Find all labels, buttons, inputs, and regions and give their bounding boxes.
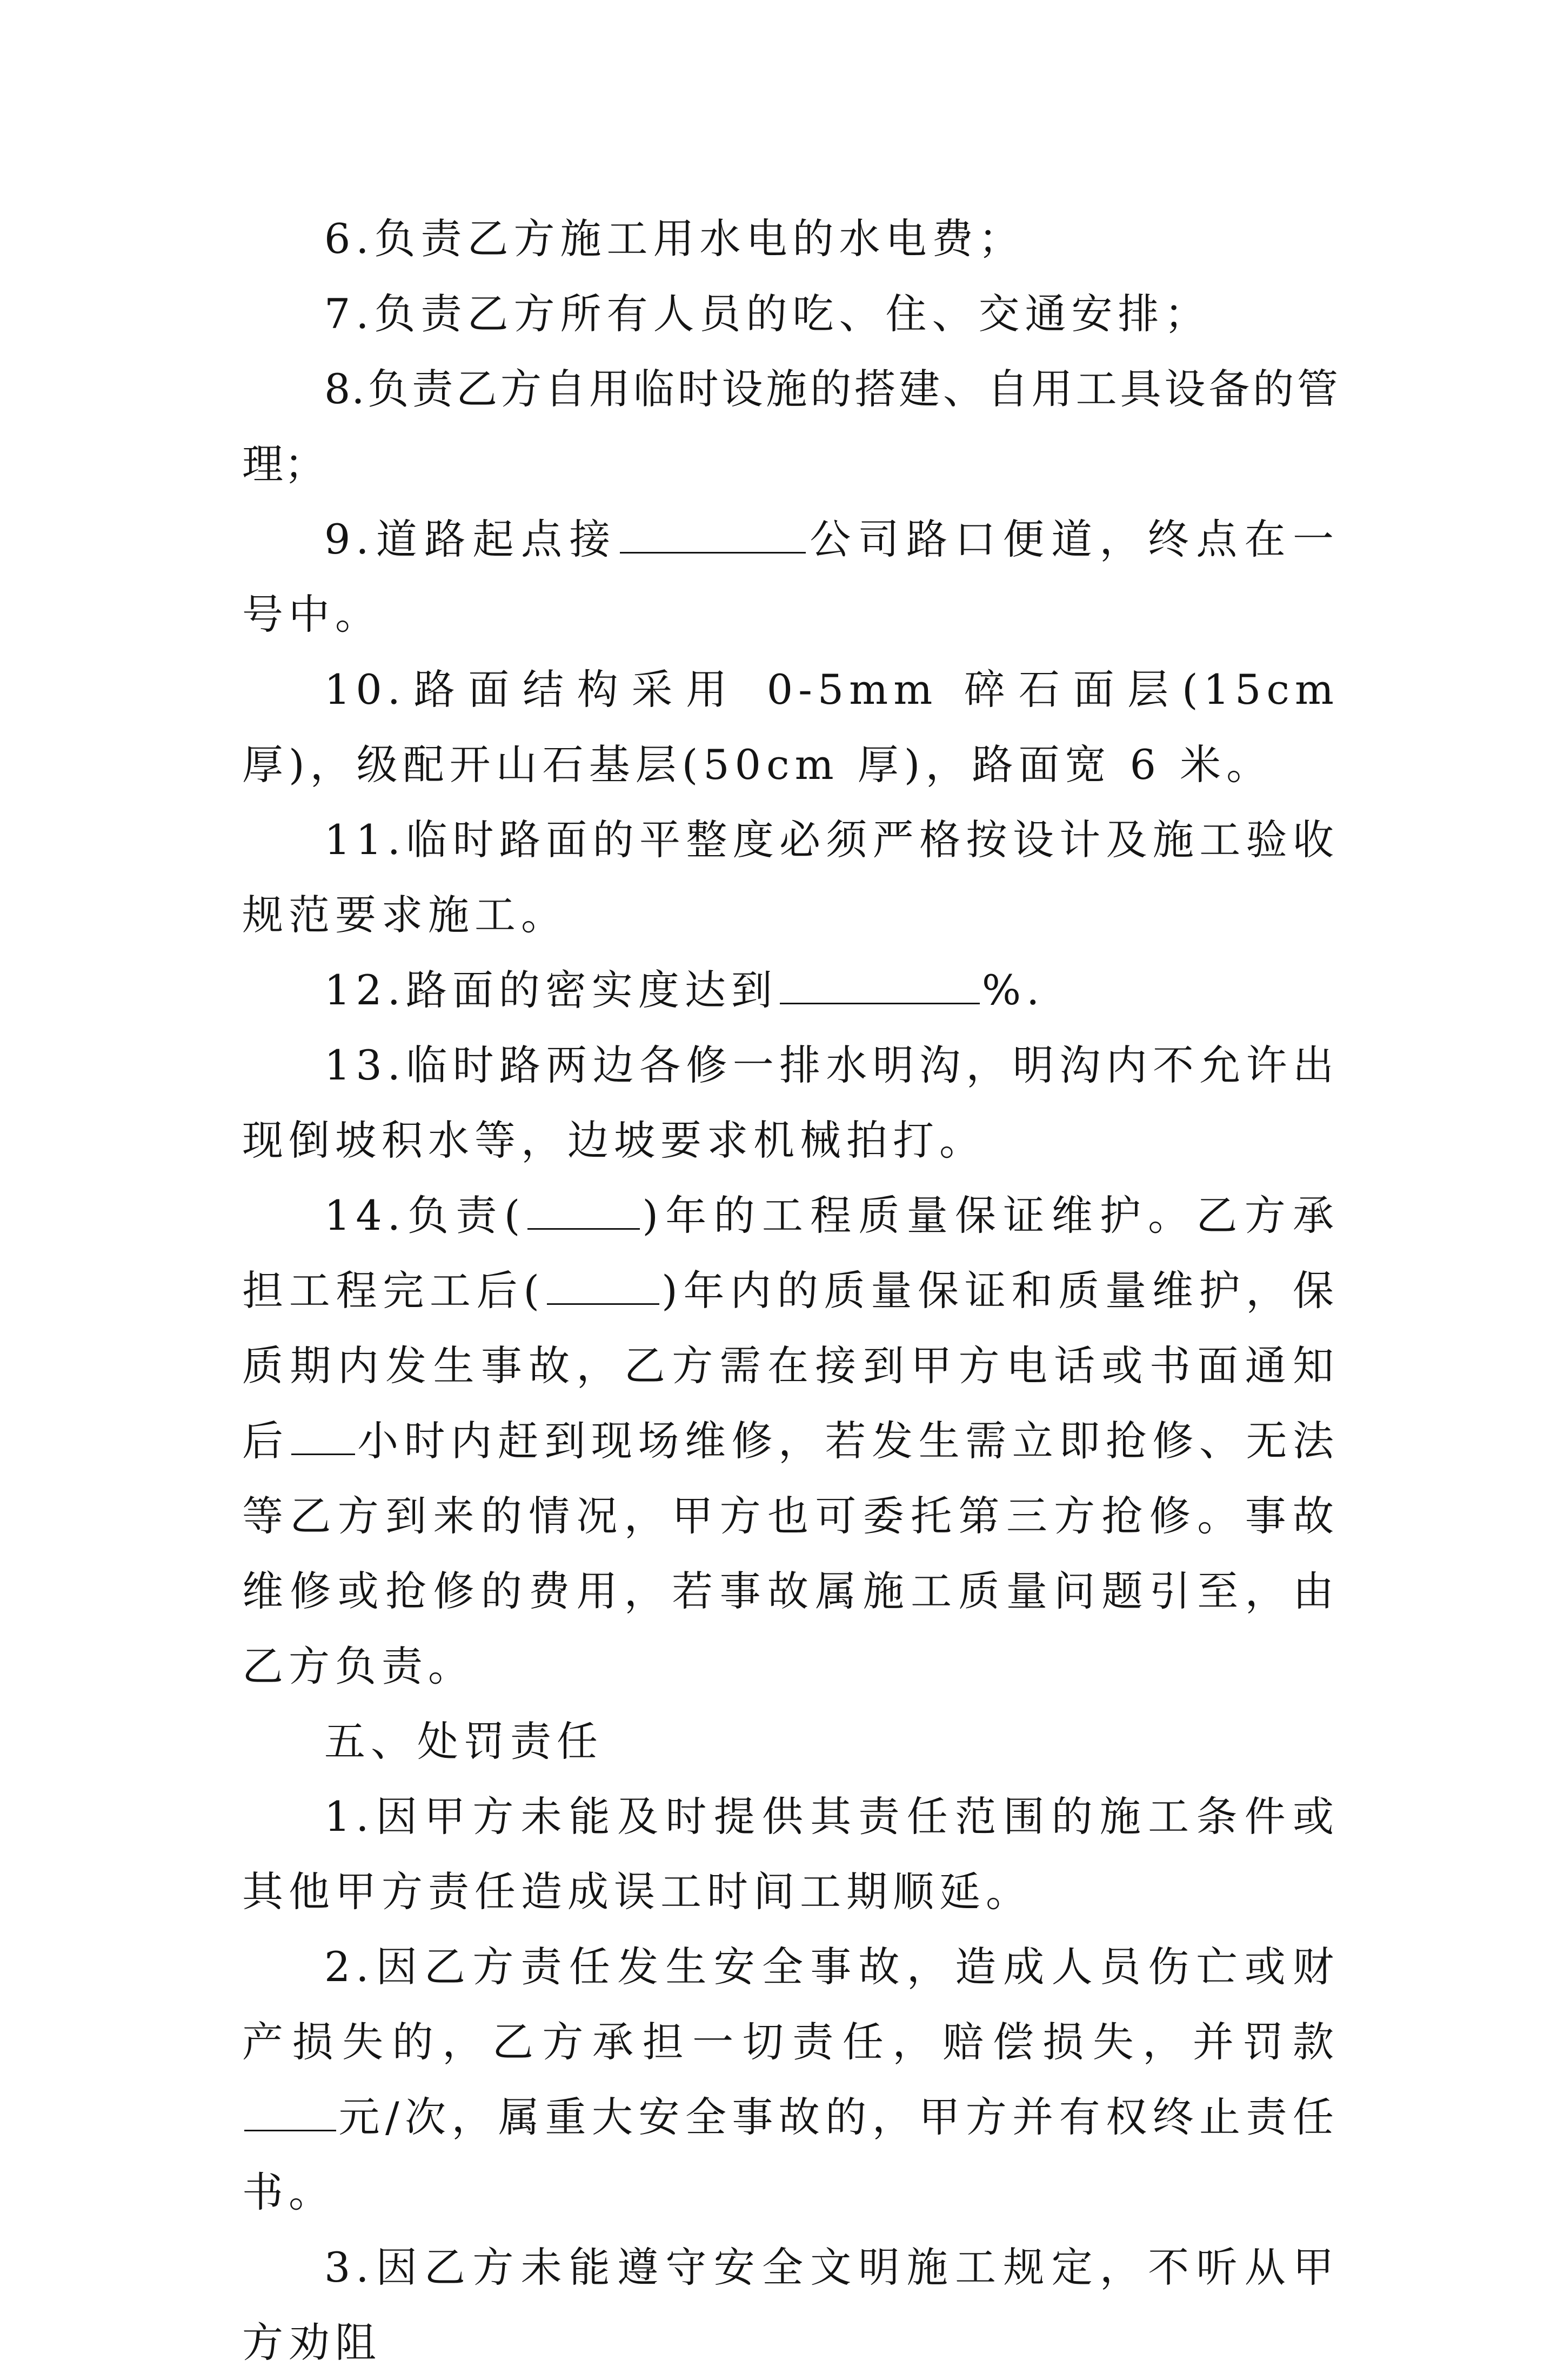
section-heading-penalty xyxy=(242,1704,1339,1779)
clause-14-text-b: )年的工程质量保证维护。乙方承担工程完工后( xyxy=(242,1191,1340,1315)
penalty-clause-2-text-start: 2.因乙方责任发生安全事故，造成人员伤亡或财产损失的，乙方承担一切责任，赔偿损失，并罚款 xyxy=(242,1943,1339,2066)
clause-11-text: 11.临时路面的平整度必须严格按设计及施工验收规范要求施工。 xyxy=(242,816,1339,939)
clause-7-text: 7.负责乙方所有人员的吃、住、交通安排； xyxy=(324,290,1211,338)
clause-13-text: 13.临时路两边各修一排水明沟，明沟内不允许出现倒坡积水等，边坡要求机械拍打。 xyxy=(242,1041,1339,1164)
clause-8 xyxy=(242,351,1339,502)
clause-14-text-a: 14.负责( xyxy=(324,1191,526,1239)
penalty-clause-3-text: 3.因乙方未能遵守安全文明施工规定，不听从甲方劝阻 xyxy=(242,2243,1339,2366)
fine-amount-blank xyxy=(244,2091,336,2131)
clause-9-text-start: 9.道路起点接 xyxy=(324,515,618,563)
clause-14-text-d: 小时内赶到现场维修，若发生需立即抢修、无法等乙方到来的情况，甲方也可委托第三方抢修。事故维修或抢修的费用，若事故属施工质量问题引至，由乙方负责。 xyxy=(242,1417,1340,1690)
clause-10 xyxy=(242,652,1339,802)
company-name-blank xyxy=(620,513,806,554)
clause-13 xyxy=(242,1028,1339,1178)
clause-9 xyxy=(242,502,1339,652)
warranty-period-blank xyxy=(547,1264,659,1305)
clause-12-text-start: 12.路面的密实度达到 xyxy=(324,966,778,1014)
clause-14-text-c: )年内的质量保证和质量维护，保质期内发生事故，乙方需在接到甲方电话或书面通知后 xyxy=(242,1266,1339,1465)
clause-10-text: 10.路面结构采用 0-5mm 碎石面层(15cm 厚)，级配开山石基层(50cm 厚)，路面宽 6 米。 xyxy=(242,665,1339,789)
response-hours-blank xyxy=(291,1415,355,1455)
document-body xyxy=(242,201,1339,2380)
clause-12-text-end: %. xyxy=(981,966,1045,1014)
penalty-clause-2-text-end: 元/次，属重大安全事故的，甲方并有权终止责任书。 xyxy=(242,2093,1339,2216)
compaction-percent-blank xyxy=(780,964,980,1004)
penalty-clause-1-text: 1.因甲方未能及时提供其责任范围的施工条件或其他甲方责任造成误工时间工期顺延。 xyxy=(242,1792,1339,1916)
clause-14 xyxy=(242,1178,1339,1704)
clause-6-text: 6.负责乙方施工用水电的水电费； xyxy=(324,215,1025,263)
penalty-clause-1 xyxy=(242,1779,1339,1929)
penalty-clause-3 xyxy=(242,2230,1339,2380)
clause-8-text: 8.负责乙方自用临时设施的搭建、自用工具设备的管理； xyxy=(242,365,1339,488)
clause-6 xyxy=(242,201,1339,276)
clause-7 xyxy=(242,276,1339,351)
clause-12 xyxy=(242,952,1339,1028)
clause-11 xyxy=(242,802,1339,952)
penalty-clause-2 xyxy=(242,1929,1339,2230)
warranty-years-blank xyxy=(527,1189,640,1230)
clause-9-text-end: 公司路口便道，终点在一号中。 xyxy=(242,515,1340,638)
section-heading-text: 五、处罚责任 xyxy=(324,1717,603,1765)
